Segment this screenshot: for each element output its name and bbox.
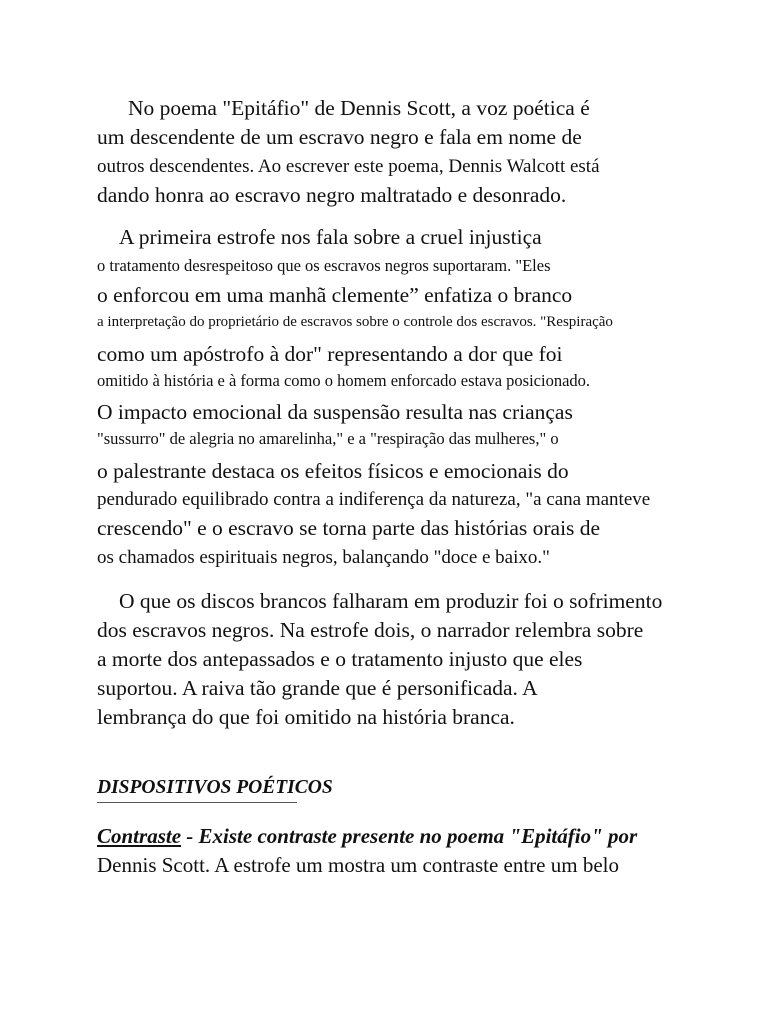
para3-line-4: suportou. A raiva tão grande que é personificada. A <box>97 676 538 700</box>
para2-line-5: como um apóstrofo à dor" representando a dor que foi <box>97 342 563 366</box>
para2-line-3: o enforcou em uma manhã clemente” enfatiza o branco <box>97 283 573 307</box>
para2-line-8: "sussurro" de alegria no amarelinha," e a "respiração das mulheres," o <box>97 429 559 448</box>
contrast-statement: - Existe contraste presente no poema "Epitáfio" por <box>181 824 638 848</box>
para2-line-7: O impacto emocional da suspensão resulta nas crianças <box>97 400 573 424</box>
section-heading: DISPOSITIVOS POÉTICOS <box>97 777 333 798</box>
para3-line-2: dos escravos negros. Na estrofe dois, o narrador relembra sobre <box>97 618 644 642</box>
para2-line-4: a interpretação do proprietário de escravos sobre o controle dos escravos. "Respiração <box>97 314 613 330</box>
para1-line-1: No poema "Epitáfio" de Dennis Scott, a voz poética é <box>128 96 590 120</box>
para1-line-3: outros descendentes. Ao escrever este poema, Dennis Walcott está <box>97 156 600 177</box>
para3-line-3: a morte dos antepassados e o tratamento injusto que eles <box>97 647 583 671</box>
para2-line-12: os chamados espirituais negros, balançando "doce e baixo." <box>97 547 550 568</box>
para2-line-6: omitido à história e à forma como o homem enforcado estava posicionado. <box>97 371 591 390</box>
para2-line-9: o palestrante destaca os efeitos físicos e emocionais do <box>97 459 569 483</box>
contrast-line-1 <box>97 826 637 847</box>
heading-underline <box>97 802 297 803</box>
contrast-term: Contraste <box>97 824 182 848</box>
para2-line-1: A primeira estrofe nos fala sobre a cruel injustiça <box>119 225 542 249</box>
para2-line-11: crescendo" e o escravo se torna parte das histórias orais de <box>97 516 601 540</box>
para1-line-4: dando honra ao escravo negro maltratado e desonrado. <box>97 183 567 207</box>
para2-line-2: o tratamento desrespeitoso que os escravos negros suportaram. "Eles <box>97 256 551 275</box>
para1-line-2: um descendente de um escravo negro e fala em nome de <box>97 125 582 149</box>
para2-line-10: pendurado equilibrado contra a indiferença da natureza, "a cana manteve <box>97 489 651 510</box>
para3-line-5: lembrança do que foi omitido na história branca. <box>97 705 515 729</box>
contrast-line-2: Dennis Scott. A estrofe um mostra um contraste entre um belo <box>97 853 619 877</box>
para3-line-1: O que os discos brancos falharam em produzir foi o sofrimento <box>119 589 663 613</box>
